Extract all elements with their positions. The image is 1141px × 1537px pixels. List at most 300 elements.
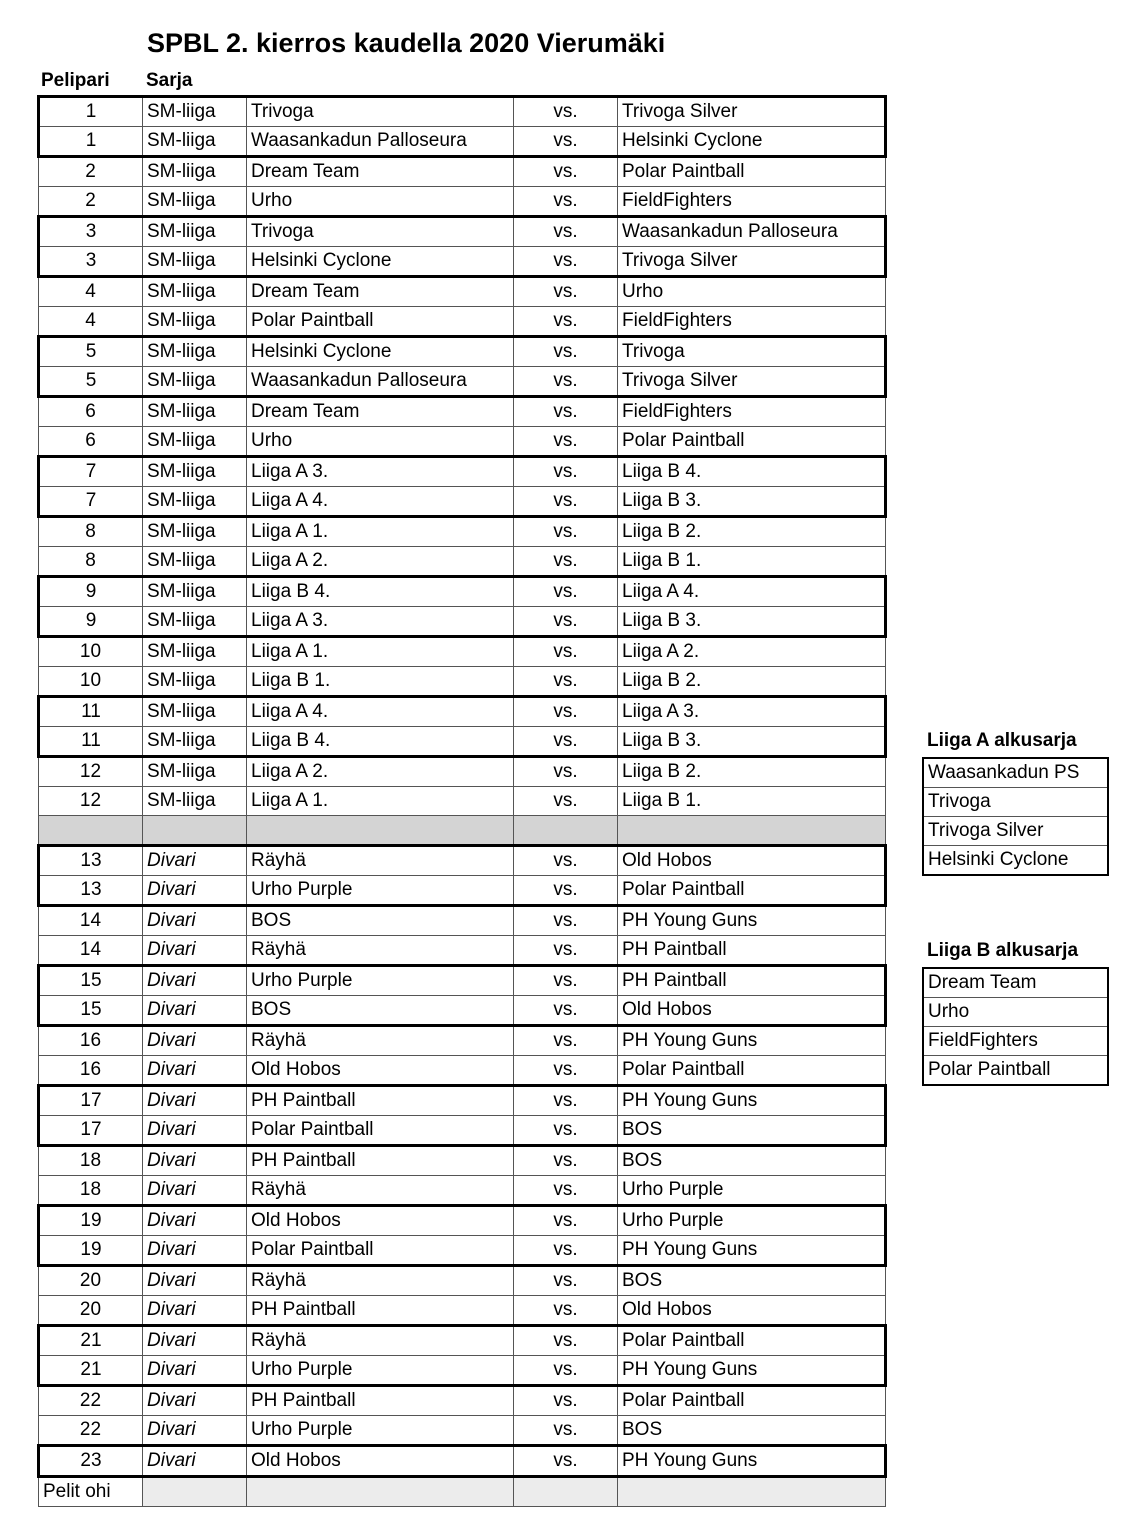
pair-number: 5 [39, 367, 143, 397]
pair-number: 1 [39, 97, 143, 127]
series-cell: SM-liiga [143, 307, 247, 337]
table-row [39, 547, 886, 577]
group-team: Dream Team [923, 968, 1108, 998]
list-item [923, 968, 1108, 998]
pair-number: 10 [39, 637, 143, 667]
series-cell: SM-liiga [143, 397, 247, 427]
vs-label: vs. [514, 876, 618, 906]
group-team: Urho [923, 998, 1108, 1027]
series-cell: Divari [143, 1326, 247, 1356]
vs-label: vs. [514, 1236, 618, 1266]
away-team: Liiga B 4. [618, 457, 886, 487]
home-team: PH Paintball [247, 1296, 514, 1326]
series-cell: SM-liiga [143, 667, 247, 697]
empty-cell [143, 816, 247, 846]
series-cell: SM-liiga [143, 157, 247, 187]
pair-number: 8 [39, 517, 143, 547]
table-row [39, 1206, 886, 1236]
series-cell: SM-liiga [143, 727, 247, 757]
pair-number: 18 [39, 1176, 143, 1206]
away-team: Polar Paintball [618, 1056, 886, 1086]
pair-number: 1 [39, 127, 143, 157]
away-team: BOS [618, 1266, 886, 1296]
home-team: Old Hobos [247, 1056, 514, 1086]
table-row [39, 697, 886, 727]
vs-label: vs. [514, 727, 618, 757]
table-row [39, 936, 886, 966]
vs-label: vs. [514, 427, 618, 457]
group-team: Waasankadun PS [923, 758, 1108, 788]
group-team: FieldFighters [923, 1027, 1108, 1056]
pair-number: 12 [39, 757, 143, 787]
table-row [39, 1026, 886, 1056]
home-team: Liiga A 3. [247, 457, 514, 487]
home-team: Liiga B 4. [247, 577, 514, 607]
home-team: Urho [247, 187, 514, 217]
series-cell: Divari [143, 1116, 247, 1146]
series-cell: SM-liiga [143, 607, 247, 637]
table-row [39, 846, 886, 876]
table-row [39, 1236, 886, 1266]
home-team: Dream Team [247, 157, 514, 187]
group-b-title: Liiga B alkusarja [927, 940, 1079, 961]
series-cell: Divari [143, 1086, 247, 1116]
pair-number: 15 [39, 996, 143, 1026]
home-team: Liiga A 1. [247, 637, 514, 667]
pair-number: 14 [39, 936, 143, 966]
series-cell: SM-liiga [143, 217, 247, 247]
home-team: PH Paintball [247, 1386, 514, 1416]
away-team: PH Young Guns [618, 1356, 886, 1386]
footer-row [39, 1477, 886, 1507]
pair-number: 7 [39, 457, 143, 487]
vs-label: vs. [514, 1116, 618, 1146]
vs-label: vs. [514, 757, 618, 787]
pair-number: 18 [39, 1146, 143, 1176]
page-title: SPBL 2. kierros kaudella 2020 Vierumäki [147, 28, 666, 58]
vs-label: vs. [514, 607, 618, 637]
table-row [39, 247, 886, 277]
home-team: Räyhä [247, 936, 514, 966]
home-team: Helsinki Cyclone [247, 247, 514, 277]
pair-number: 21 [39, 1356, 143, 1386]
pair-number: 10 [39, 667, 143, 697]
vs-label: vs. [514, 487, 618, 517]
table-row [39, 307, 886, 337]
pair-number: 11 [39, 727, 143, 757]
group-a-title: Liiga A alkusarja [927, 730, 1077, 751]
pair-number: 19 [39, 1236, 143, 1266]
list-item [923, 1056, 1108, 1086]
home-team: Polar Paintball [247, 1116, 514, 1146]
series-cell: Divari [143, 936, 247, 966]
table-row [39, 157, 886, 187]
table-row [39, 607, 886, 637]
away-team: Polar Paintball [618, 876, 886, 906]
pair-number: 3 [39, 217, 143, 247]
table-row [39, 1116, 886, 1146]
away-team: PH Paintball [618, 936, 886, 966]
vs-label: vs. [514, 127, 618, 157]
pair-number: 9 [39, 577, 143, 607]
home-team: Waasankadun Palloseura [247, 367, 514, 397]
list-item [923, 758, 1108, 788]
home-team: PH Paintball [247, 1086, 514, 1116]
away-team: PH Young Guns [618, 1026, 886, 1056]
home-team: Räyhä [247, 1176, 514, 1206]
home-team: Dream Team [247, 397, 514, 427]
table-row [39, 127, 886, 157]
vs-label: vs. [514, 1086, 618, 1116]
pair-number: 2 [39, 157, 143, 187]
list-item [923, 817, 1108, 846]
table-row [39, 757, 886, 787]
vs-label: vs. [514, 277, 618, 307]
table-row [39, 187, 886, 217]
table-row [39, 966, 886, 996]
series-cell: Divari [143, 1296, 247, 1326]
vs-label: vs. [514, 787, 618, 816]
series-cell: SM-liiga [143, 247, 247, 277]
table-row [39, 1356, 886, 1386]
away-team: Liiga B 3. [618, 487, 886, 517]
away-team: Urho [618, 277, 886, 307]
series-cell: SM-liiga [143, 97, 247, 127]
pair-number: 5 [39, 337, 143, 367]
away-team: Liiga B 3. [618, 607, 886, 637]
series-cell: SM-liiga [143, 127, 247, 157]
series-cell: Divari [143, 876, 247, 906]
pair-number: 9 [39, 607, 143, 637]
pair-number: 6 [39, 397, 143, 427]
home-team: Urho Purple [247, 876, 514, 906]
empty-cell [247, 816, 514, 846]
header-pelipari: Pelipari [41, 70, 110, 91]
away-team: PH Young Guns [618, 1236, 886, 1266]
series-cell: Divari [143, 1176, 247, 1206]
pair-number: 16 [39, 1026, 143, 1056]
away-team: PH Young Guns [618, 906, 886, 936]
table-row [39, 727, 886, 757]
away-team: Trivoga Silver [618, 247, 886, 277]
home-team: Urho Purple [247, 1356, 514, 1386]
vs-label: vs. [514, 307, 618, 337]
pair-number: 21 [39, 1326, 143, 1356]
vs-label: vs. [514, 996, 618, 1026]
pair-number: 17 [39, 1086, 143, 1116]
table-row [39, 457, 886, 487]
pair-number: 19 [39, 1206, 143, 1236]
table-row [39, 337, 886, 367]
home-team: BOS [247, 996, 514, 1026]
vs-label: vs. [514, 846, 618, 876]
away-team: BOS [618, 1416, 886, 1446]
vs-label: vs. [514, 1296, 618, 1326]
series-cell: SM-liiga [143, 697, 247, 727]
group-b-table [922, 967, 1109, 1086]
pair-number: 2 [39, 187, 143, 217]
away-team: Polar Paintball [618, 1386, 886, 1416]
separator-row [39, 816, 886, 846]
table-row [39, 97, 886, 127]
home-team: Räyhä [247, 846, 514, 876]
away-team: Liiga B 1. [618, 787, 886, 816]
vs-label: vs. [514, 397, 618, 427]
home-team: Liiga B 1. [247, 667, 514, 697]
vs-label: vs. [514, 157, 618, 187]
home-team: Räyhä [247, 1026, 514, 1056]
table-row [39, 427, 886, 457]
away-team: Polar Paintball [618, 157, 886, 187]
pair-number: 22 [39, 1416, 143, 1446]
series-cell: Divari [143, 846, 247, 876]
vs-label: vs. [514, 1326, 618, 1356]
group-team: Trivoga [923, 788, 1108, 817]
home-team: Liiga A 3. [247, 607, 514, 637]
series-cell: Divari [143, 1146, 247, 1176]
away-team: Urho Purple [618, 1176, 886, 1206]
pair-number: 4 [39, 307, 143, 337]
list-item [923, 1027, 1108, 1056]
pair-number: 17 [39, 1116, 143, 1146]
empty-cell [514, 816, 618, 846]
vs-label: vs. [514, 1386, 618, 1416]
group-team: Trivoga Silver [923, 817, 1108, 846]
home-team: Liiga A 1. [247, 787, 514, 816]
away-team: Trivoga [618, 337, 886, 367]
vs-label: vs. [514, 97, 618, 127]
series-cell: Divari [143, 1416, 247, 1446]
table-row [39, 1056, 886, 1086]
home-team: Liiga A 1. [247, 517, 514, 547]
series-cell: Divari [143, 1026, 247, 1056]
home-team: Räyhä [247, 1326, 514, 1356]
home-team: Trivoga [247, 97, 514, 127]
series-cell: Divari [143, 1236, 247, 1266]
series-cell: SM-liiga [143, 787, 247, 816]
table-row [39, 1416, 886, 1446]
away-team: BOS [618, 1116, 886, 1146]
table-row [39, 787, 886, 816]
vs-label: vs. [514, 906, 618, 936]
home-team: Waasankadun Palloseura [247, 127, 514, 157]
home-team: Liiga A 4. [247, 487, 514, 517]
vs-label: vs. [514, 547, 618, 577]
home-team: Polar Paintball [247, 1236, 514, 1266]
vs-label: vs. [514, 667, 618, 697]
header-sarja: Sarja [146, 70, 193, 91]
list-item [923, 846, 1108, 876]
schedule-table [37, 95, 887, 1507]
series-cell: Divari [143, 1356, 247, 1386]
footer-label: Pelit ohi [39, 1477, 143, 1507]
vs-label: vs. [514, 247, 618, 277]
table-row [39, 577, 886, 607]
list-item [923, 998, 1108, 1027]
pair-number: 20 [39, 1266, 143, 1296]
away-team: FieldFighters [618, 187, 886, 217]
vs-label: vs. [514, 217, 618, 247]
table-row [39, 367, 886, 397]
vs-label: vs. [514, 1206, 618, 1236]
table-row [39, 487, 886, 517]
table-row [39, 906, 886, 936]
pair-number: 11 [39, 697, 143, 727]
series-cell: Divari [143, 906, 247, 936]
home-team: Urho [247, 427, 514, 457]
away-team: Waasankadun Palloseura [618, 217, 886, 247]
home-team: Trivoga [247, 217, 514, 247]
series-cell: Divari [143, 996, 247, 1026]
away-team: Old Hobos [618, 846, 886, 876]
table-row [39, 996, 886, 1026]
series-cell: Divari [143, 1266, 247, 1296]
empty-cell [514, 1477, 618, 1507]
empty-cell [618, 1477, 886, 1507]
vs-label: vs. [514, 577, 618, 607]
series-cell: SM-liiga [143, 637, 247, 667]
series-cell: SM-liiga [143, 337, 247, 367]
home-team: Liiga A 2. [247, 757, 514, 787]
group-team: Helsinki Cyclone [923, 846, 1108, 876]
away-team: FieldFighters [618, 307, 886, 337]
away-team: Liiga B 2. [618, 667, 886, 697]
home-team: BOS [247, 906, 514, 936]
table-row [39, 1386, 886, 1416]
pair-number: 12 [39, 787, 143, 816]
away-team: Old Hobos [618, 1296, 886, 1326]
vs-label: vs. [514, 966, 618, 996]
vs-label: vs. [514, 1026, 618, 1056]
away-team: PH Paintball [618, 966, 886, 996]
away-team: BOS [618, 1146, 886, 1176]
home-team: Räyhä [247, 1266, 514, 1296]
away-team: Helsinki Cyclone [618, 127, 886, 157]
pair-number: 15 [39, 966, 143, 996]
table-row [39, 637, 886, 667]
table-row [39, 217, 886, 247]
series-cell: SM-liiga [143, 187, 247, 217]
vs-label: vs. [514, 1266, 618, 1296]
vs-label: vs. [514, 457, 618, 487]
series-cell: Divari [143, 1446, 247, 1477]
vs-label: vs. [514, 1416, 618, 1446]
table-row [39, 1146, 886, 1176]
home-team: Urho Purple [247, 966, 514, 996]
pair-number: 14 [39, 906, 143, 936]
empty-cell [247, 1477, 514, 1507]
series-cell: SM-liiga [143, 547, 247, 577]
empty-cell [618, 816, 886, 846]
vs-label: vs. [514, 637, 618, 667]
series-cell: SM-liiga [143, 367, 247, 397]
home-team: Liiga B 4. [247, 727, 514, 757]
table-row [39, 1296, 886, 1326]
pair-number: 6 [39, 427, 143, 457]
away-team: Old Hobos [618, 996, 886, 1026]
table-row [39, 1446, 886, 1477]
vs-label: vs. [514, 517, 618, 547]
table-row [39, 277, 886, 307]
table-row [39, 517, 886, 547]
home-team: Urho Purple [247, 1416, 514, 1446]
vs-label: vs. [514, 187, 618, 217]
away-team: Trivoga Silver [618, 97, 886, 127]
empty-cell [143, 1477, 247, 1507]
home-team: Helsinki Cyclone [247, 337, 514, 367]
vs-label: vs. [514, 1056, 618, 1086]
vs-label: vs. [514, 367, 618, 397]
away-team: Liiga B 2. [618, 517, 886, 547]
pair-number: 22 [39, 1386, 143, 1416]
away-team: Liiga A 3. [618, 697, 886, 727]
vs-label: vs. [514, 697, 618, 727]
pair-number: 13 [39, 846, 143, 876]
vs-label: vs. [514, 1146, 618, 1176]
table-row [39, 1086, 886, 1116]
pair-number: 13 [39, 876, 143, 906]
vs-label: vs. [514, 1446, 618, 1477]
away-team: Polar Paintball [618, 1326, 886, 1356]
away-team: Liiga A 2. [618, 637, 886, 667]
series-cell: Divari [143, 1206, 247, 1236]
series-cell: SM-liiga [143, 487, 247, 517]
pair-number: 3 [39, 247, 143, 277]
empty-cell [39, 816, 143, 846]
away-team: Liiga B 1. [618, 547, 886, 577]
table-row [39, 1176, 886, 1206]
series-cell: Divari [143, 1386, 247, 1416]
home-team: Dream Team [247, 277, 514, 307]
away-team: Trivoga Silver [618, 367, 886, 397]
series-cell: Divari [143, 966, 247, 996]
pair-number: 4 [39, 277, 143, 307]
series-cell: SM-liiga [143, 427, 247, 457]
group-a-table [922, 757, 1109, 876]
home-team: Liiga A 4. [247, 697, 514, 727]
away-team: Urho Purple [618, 1206, 886, 1236]
home-team: Old Hobos [247, 1446, 514, 1477]
home-team: Polar Paintball [247, 307, 514, 337]
table-row [39, 397, 886, 427]
pair-number: 20 [39, 1296, 143, 1326]
away-team: Liiga B 2. [618, 757, 886, 787]
table-row [39, 1266, 886, 1296]
series-cell: SM-liiga [143, 457, 247, 487]
series-cell: SM-liiga [143, 577, 247, 607]
table-row [39, 1326, 886, 1356]
away-team: PH Young Guns [618, 1086, 886, 1116]
home-team: PH Paintball [247, 1146, 514, 1176]
series-cell: SM-liiga [143, 517, 247, 547]
series-cell: SM-liiga [143, 277, 247, 307]
home-team: Liiga A 2. [247, 547, 514, 577]
pair-number: 16 [39, 1056, 143, 1086]
pair-number: 8 [39, 547, 143, 577]
series-cell: SM-liiga [143, 757, 247, 787]
table-row [39, 667, 886, 697]
vs-label: vs. [514, 936, 618, 966]
vs-label: vs. [514, 1176, 618, 1206]
away-team: Liiga A 4. [618, 577, 886, 607]
away-team: FieldFighters [618, 397, 886, 427]
vs-label: vs. [514, 1356, 618, 1386]
series-cell: Divari [143, 1056, 247, 1086]
home-team: Old Hobos [247, 1206, 514, 1236]
table-row [39, 876, 886, 906]
group-team: Polar Paintball [923, 1056, 1108, 1086]
away-team: Liiga B 3. [618, 727, 886, 757]
